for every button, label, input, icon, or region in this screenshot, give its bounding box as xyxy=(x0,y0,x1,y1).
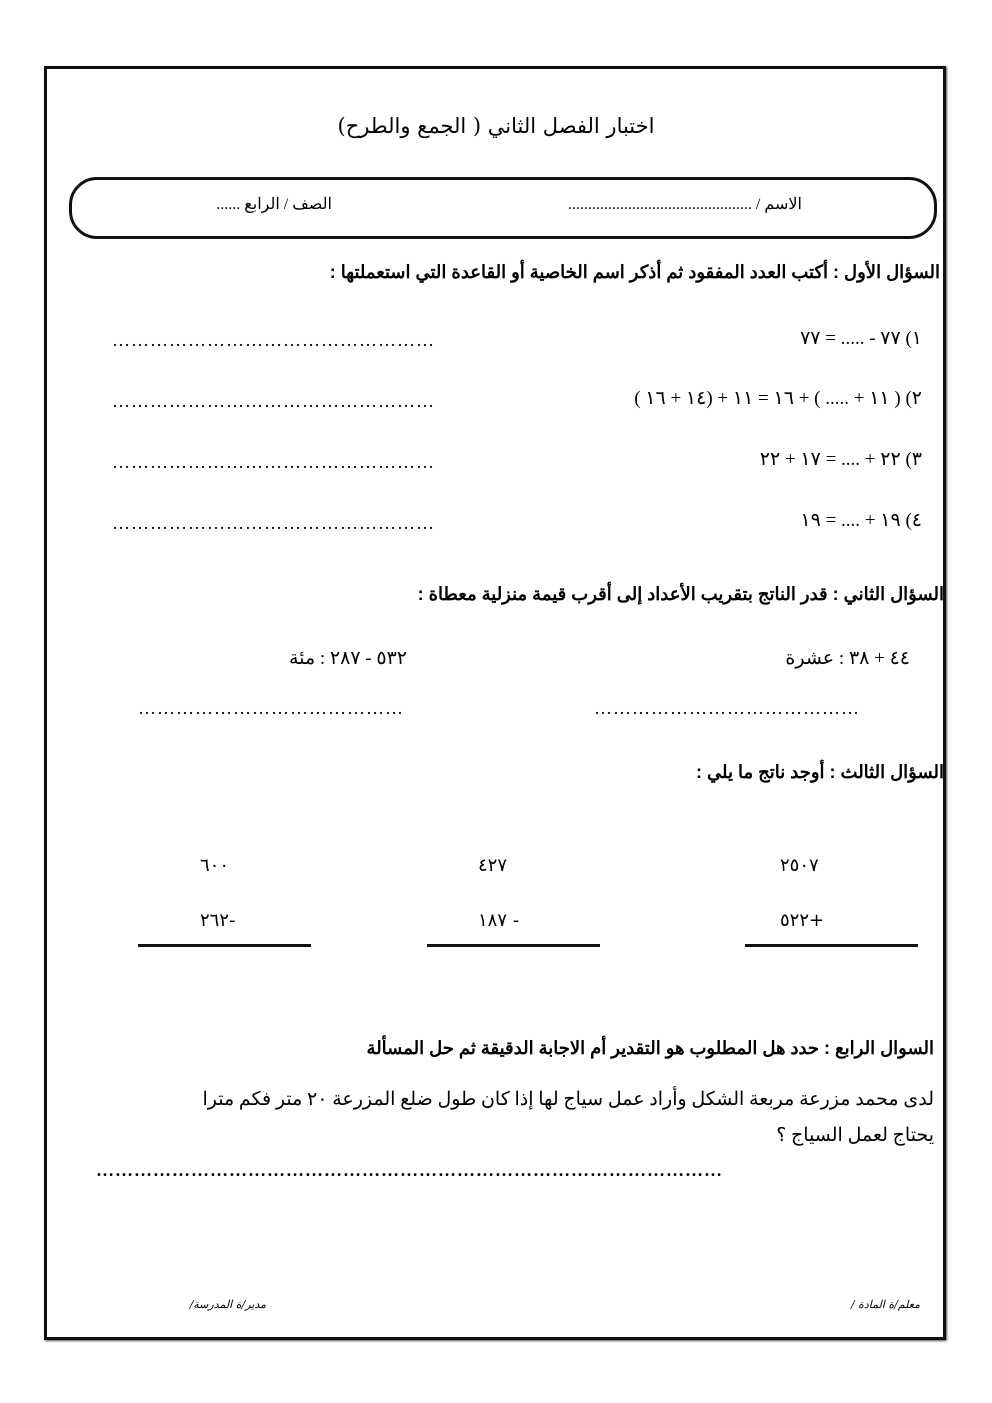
q3-p3-answer-line[interactable] xyxy=(138,944,311,947)
student-info-box xyxy=(69,177,937,239)
q3-p2-bottom: - ١٨٧ xyxy=(478,910,520,931)
exam-title: اختبار الفصل الثاني ( الجمع والطرح) xyxy=(337,114,655,138)
q3-p3-bottom: -٢٦٢ xyxy=(200,910,236,931)
q1-item-2: ٢) ( ١١ + ..... ) + ١٦ = ١١ + (١٤ + ١٦ ) xyxy=(634,388,922,409)
q2-answer-line-1[interactable]: …………………………………… xyxy=(594,698,860,718)
teacher-signature: معلم/ة المادة / xyxy=(850,1298,920,1311)
q1-answer-line-2[interactable]: …………………………………………… xyxy=(112,391,435,411)
principal-signature: مدير/ة المدرسة/ xyxy=(189,1298,266,1311)
q1-item-1: ١) ٧٧ - ..... = ٧٧ xyxy=(800,328,922,349)
q4-problem-line-2: يحتاج لعمل السياج ؟ xyxy=(776,1125,934,1146)
q3-p1-top: ٢٥٠٧ xyxy=(780,855,819,876)
q3-p1-bottom: +٥٢٢ xyxy=(780,910,825,931)
q2-item-1: ٤٤ + ٣٨ : عشرة xyxy=(785,648,910,669)
q2-item-2: ٥٣٢ - ٢٨٧ : مئة xyxy=(289,648,407,669)
q3-p2-answer-line[interactable] xyxy=(427,944,600,947)
class-field[interactable]: الصف / الرابع ...... xyxy=(216,196,332,213)
q1-answer-line-3[interactable]: …………………………………………… xyxy=(112,452,435,472)
q1-answer-line-1[interactable]: …………………………………………… xyxy=(112,330,435,350)
q1-item-4: ٤) ١٩ + .... = ١٩ xyxy=(800,510,922,531)
q1-answer-line-4[interactable]: …………………………………………… xyxy=(112,513,435,533)
q3-p1-answer-line[interactable] xyxy=(745,944,918,947)
q2-heading: السؤال الثاني : قدر الناتج بتقريب الأعداد إلى أقرب قيمة منزلية معطاة : xyxy=(417,584,944,604)
q1-item-3: ٣) ٢٢ + .... = ١٧ + ٢٢ xyxy=(759,449,922,470)
q4-problem-line-1: لدى محمد مزرعة مربعة الشكل وأراد عمل سياج لها إذا كان طول ضلع المزرعة ٢٠ متر فكم مترا xyxy=(202,1089,934,1110)
q1-heading: السؤال الأول : أكتب العدد المفقود ثم أذكر اسم الخاصية أو القاعدة التي استعملتها : xyxy=(329,262,940,282)
name-field[interactable]: الاسم / .............................................. xyxy=(567,196,802,213)
q3-p3-top: ٦٠٠ xyxy=(200,855,230,876)
q4-answer-line[interactable]: ……………………………………………………………………………………… xyxy=(96,1160,723,1180)
q2-answer-line-2[interactable]: …………………………………… xyxy=(138,698,404,718)
q3-heading: السؤال الثالث : أوجد ناتج ما يلي : xyxy=(696,762,944,782)
q3-p2-top: ٤٢٧ xyxy=(478,855,508,876)
q4-heading: السوال الرابع : حدد هل المطلوب هو التقدير أم الاجابة الدقيقة ثم حل المسألة xyxy=(366,1038,934,1058)
